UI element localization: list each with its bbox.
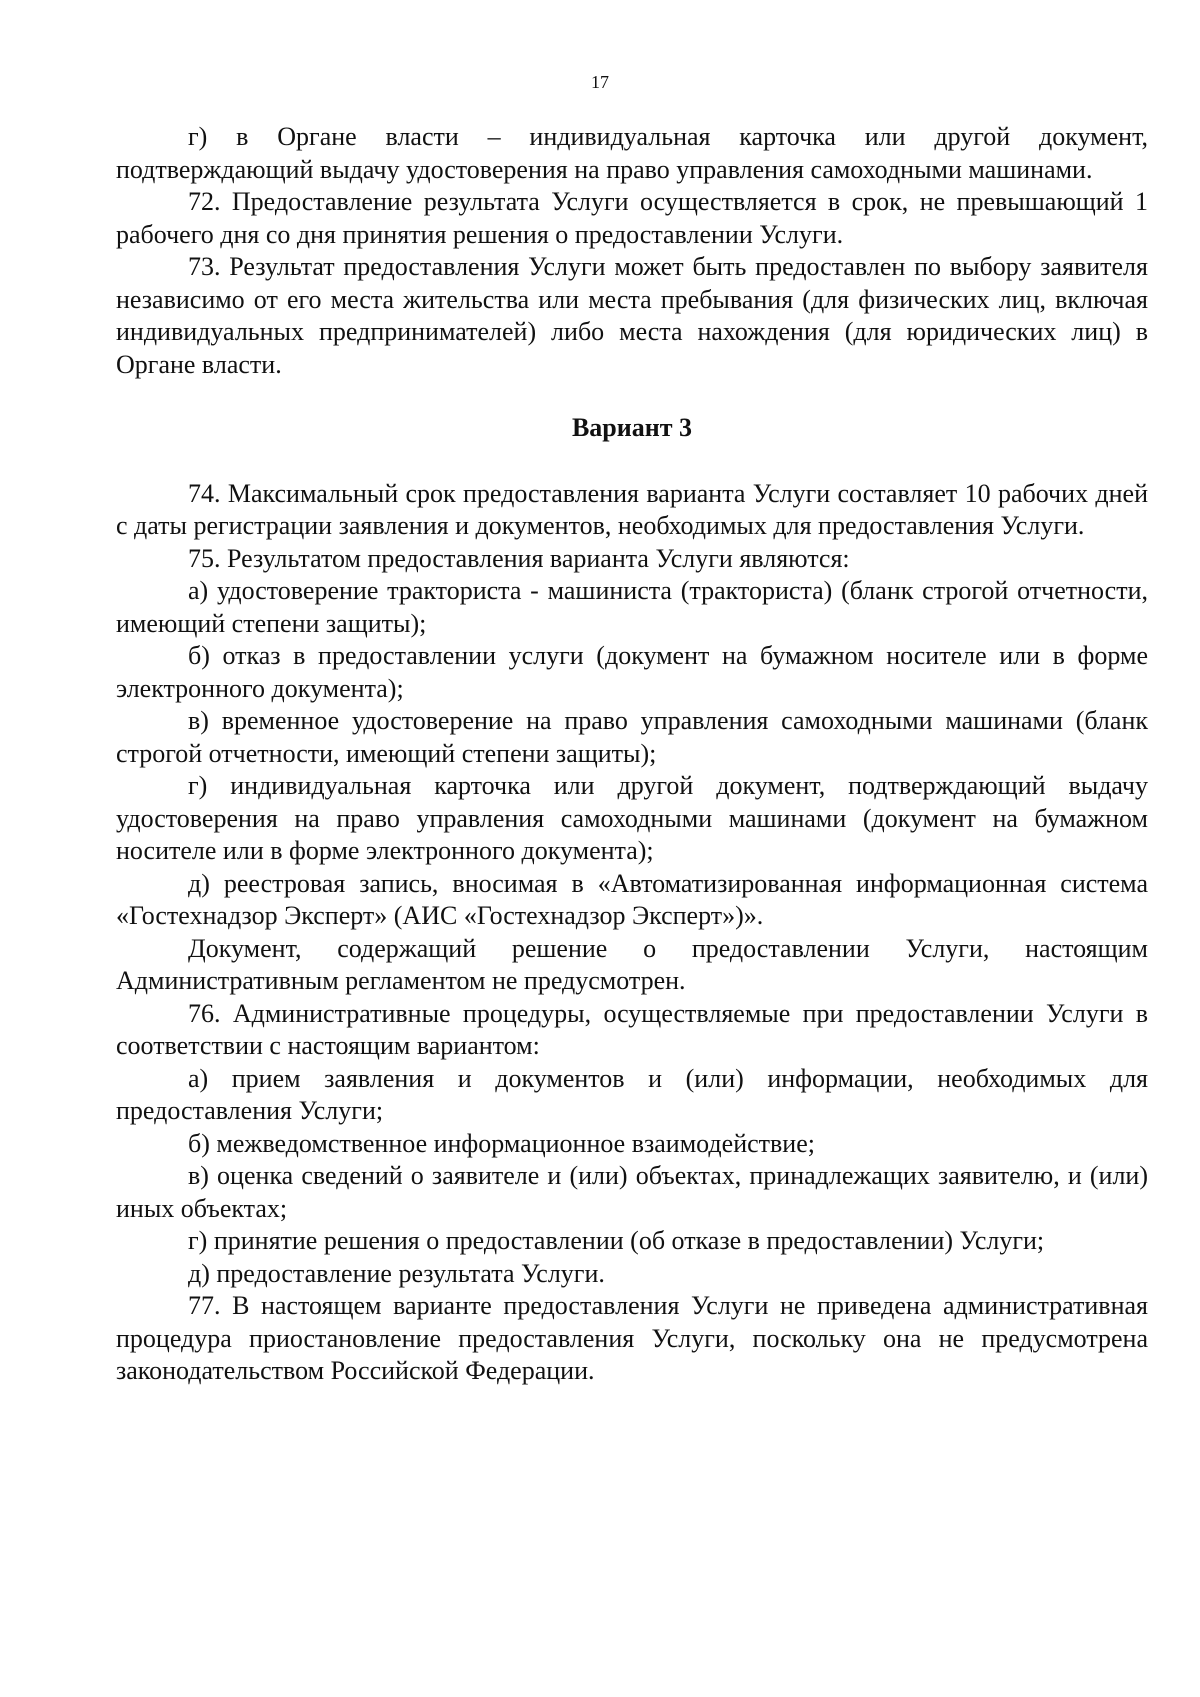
list-item-75-d: д) реестровая запись, вносимая в «Автоматизированная информационная система «Гостехнадзор Эксперт» (АИС «Гостехнадзор Эксперт»)». (116, 868, 1148, 930)
paragraph-76: 76. Административные процедуры, осуществляемые при предоставлении Услуги в соответствии с настоящим вариантом: (116, 998, 1148, 1060)
document-body (116, 121, 1148, 1388)
paragraph-g-organ-vlasti: г) в Органе власти – индивидуальная карточка или другой документ, подтверждающий выдачу удостоверения на право управления самоходными машинами. (116, 122, 1148, 184)
section-heading: Вариант 3 (571, 413, 693, 442)
paragraph-72: 72. Предоставление результата Услуги осуществляется в срок, не превышающий 1 рабочего дня со дня принятия решения о предоставлении Услуги. (116, 187, 1148, 249)
list-item-76-v: в) оценка сведений о заявителе и (или) объектах, принадлежащих заявителю, и (или) иных объектах; (116, 1161, 1148, 1223)
list-item-76-b: б) межведомственное информационное взаимодействие; (188, 1128, 815, 1158)
list-item-76-a: а) прием заявления и документов и (или) информации, необходимых для предоставления Услуги; (116, 1063, 1148, 1125)
paragraph-decision-document: Документ, содержащий решение о предоставлении Услуги, настоящим Административным регламентом не предусмотрен. (116, 933, 1148, 995)
list-item-75-b: б) отказ в предоставлении услуги (документ на бумажном носителе или в форме электронного документа); (116, 641, 1148, 703)
list-item-76-g: г) принятие решения о предоставлении (об отказе в предоставлении) Услуги; (188, 1226, 1045, 1255)
paragraph-77: 77. В настоящем варианте предоставления Услуги не приведена административная процедура приостановление предоставления Услуги, поскольку она не предусмотрена законодательством Российской Федерации. (116, 1291, 1148, 1385)
paragraph-73: 73. Результат предоставления Услуги может быть предоставлен по выбору заявителя независимо от его места жительства или места пребывания (для физических лиц, включая индивидуальных предпринимателей) либо места нахождения (для юридических лиц) в Органе власти. (116, 252, 1148, 379)
list-item-75-a: а) удостоверение тракториста - машиниста (тракториста) (бланк строгой отчетности, имеющий степени защиты); (116, 576, 1148, 638)
page-number: 17 (591, 72, 609, 92)
list-item-76-d: д) предоставление результата Услуги. (188, 1258, 605, 1288)
paragraph-74: 74. Максимальный срок предоставления варианта Услуги составляет 10 рабочих дней с даты регистрации заявления и документов, необходимых для предоставления Услуги. (116, 478, 1148, 540)
paragraph-75: 75. Результатом предоставления варианта Услуги являются: (188, 543, 850, 573)
list-item-75-g: г) индивидуальная карточка или другой документ, подтверждающий выдачу удостоверения на право управления самоходными машинами (документ на бумажном носителе или в форме электронного документа); (116, 771, 1148, 865)
list-item-75-v: в) временное удостоверение на право управления самоходными машинами (бланк строгой отчетности, имеющий степени защиты); (116, 706, 1148, 768)
